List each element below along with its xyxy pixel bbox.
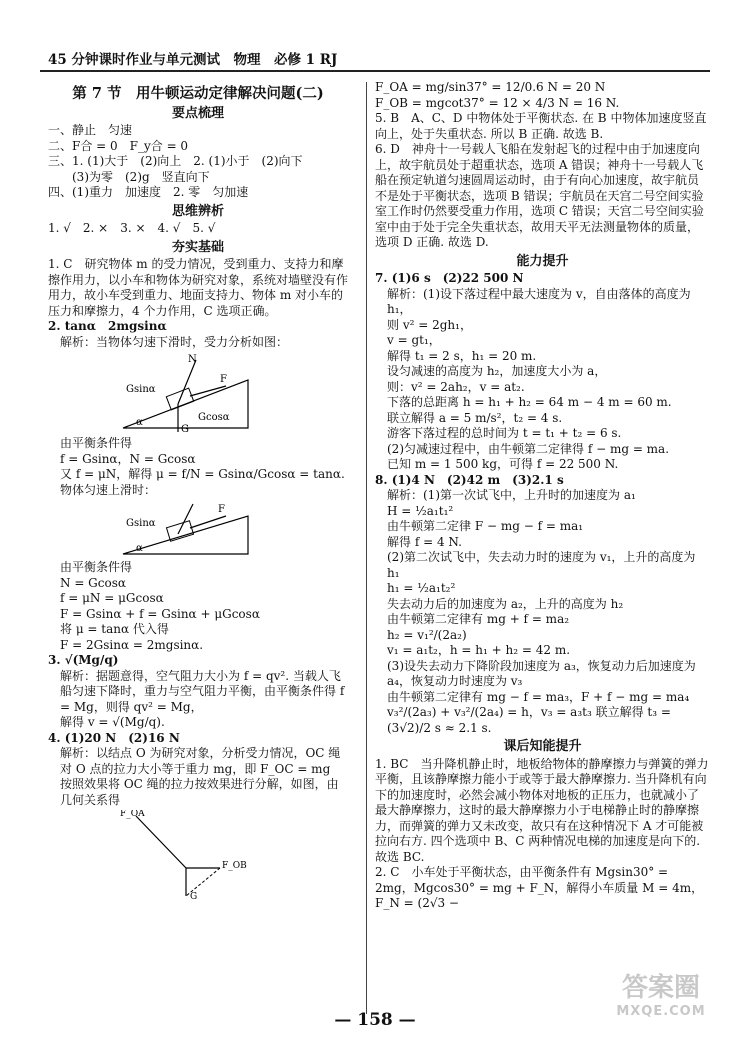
- basics-q2-answer: 2. tanα 2mgsinα: [48, 319, 167, 333]
- answer-q5: 5. B A、C、D 中物体处于平衡状态. 在 B 中物体加速度竖直向上，处于失重状态. 所以 B 正确. 故选 B.: [375, 111, 707, 141]
- solution-line: 游客下落过程的总时间为 t = t₁ + t₂ = 6 s.: [387, 426, 622, 440]
- force-label-fob: F_OB: [222, 861, 247, 871]
- watermark-url: MXQE.COM: [616, 1004, 706, 1019]
- solution-line: 按照效果将 OC 绳的拉力按效果进行分解，如图，由几何关系得: [60, 777, 339, 807]
- answer-q6: 6. D 神舟十一号载人飞船在发射起飞的过程中由于加速度向上，故宇航员处于超重状态，选项 A 错误；神舟十一号载人飞船在预定轨道匀速圆周运动时，由于有向心加速度，故宇航员不是处于平衡状态，选项 B 错误；宇航员在天宫二号空间实验室工作时仍然要受重力作用，选项 C 错误；天宫二号空间实验室中由于处于完全失重状态，故用天平无法测量物体的质量，选项 D 正确. 故选 D.: [375, 142, 704, 249]
- solution-line: 解得 f = 4 N.: [387, 534, 462, 549]
- solution-line: h₁ = ½a₁t₂²: [387, 581, 456, 595]
- solution-line: F = 2Gsinα = 2mgsinα.: [60, 637, 204, 652]
- solution-line: 下落的总距离 h = h₁ + h₂ = 64 m − 4 m = 60 m.: [387, 395, 672, 409]
- basics-q1: 1. C 研究物体 m 的受力情况，受到重力、支持力和摩擦作用力，以小车和物体为研究对象，系统对墙壁没有作用力，故小车受到重力、地面支持力、物体 m 对小车的压力和摩擦力，4 个力作用，C 选项正确。: [48, 257, 349, 318]
- page-number: — 158 —: [334, 1010, 416, 1030]
- solution-line: 又 f = μN，解得 μ = f/N = Gsinα/Gcosα = tanα.: [60, 467, 345, 481]
- column-divider: [366, 82, 367, 1014]
- header-rule: [40, 70, 710, 72]
- component-label-gsin: Gsinα: [126, 384, 156, 395]
- ability-q7-answer: 7. (1)6 s (2)22 500 N: [375, 271, 524, 285]
- force-label-n: N: [188, 354, 197, 365]
- force-label-g: G: [181, 424, 189, 434]
- force-decomposition-figure: [118, 810, 268, 900]
- solution-line: v₃²/(2a₃) + v₃²/(2a₄) = h，v₃ = a₃t₃ 联立解得 t₃ = (3√2)/2 s ≈ 2.1 s.: [387, 705, 671, 735]
- solution-line: 失去动力后的加速度为 a₂，上升的高度为 h₂: [387, 596, 624, 611]
- solution-line: 由平衡条件得: [60, 436, 133, 450]
- component-label-gcos: Gcosα: [198, 412, 230, 423]
- component-label-gsin: Gsinα: [126, 518, 156, 529]
- basics-q4-answer: 4. (1)20 N (2)16 N: [48, 730, 180, 745]
- page-header: 45 分钟课时作业与单元测试 物理 必修 1 RJ: [48, 52, 338, 68]
- after-q2: 2. C 小车处于平衡状态，由平衡条件有 Mgsin30° = 2mg，Mgcos30° = mg + F_N，解得小车质量 M = 4m，F_N = (2√3 −: [375, 865, 704, 910]
- solution-line: 解析：据题意得，空气阻力大小为 f = qv². 当载人飞船匀速下降时，重力与空气阻力平衡，由平衡条件得 f = Mg，则得 qv² = Mg，: [60, 668, 345, 714]
- basics-q3-answer: 3. √(Mg/q): [48, 653, 119, 667]
- solution-line: 解析：(1)设下落过程中最大速度为 v，自由落体的高度为 h₁，: [387, 286, 691, 316]
- points-line: 一、静止 匀速: [48, 123, 133, 137]
- solution-line: 解得 v = √(Mg/q).: [60, 715, 165, 729]
- solution-line: 已知 m = 1 500 kg，可得 f = 22 500 N.: [387, 457, 619, 471]
- force-label-g: G: [190, 892, 198, 900]
- solution-line: H = ½a₁t₁²: [387, 503, 454, 518]
- points-line: 三、1. (1)大于 (2)向上 2. (1)小于 (2)向下: [48, 154, 303, 168]
- points-line: (3)为零 (2)g 竖直向下: [48, 169, 210, 184]
- incline-figure-up: [118, 500, 268, 558]
- solution-line: 解析：(1)第一次试飞中，上升时的加速度为 a₁: [387, 488, 636, 502]
- thinking-answers: 1. √ 2. × 3. × 4. √ 5. √: [48, 221, 216, 235]
- solution-line: N = Gcosα: [60, 575, 126, 590]
- solution-line: f = μN = μGcosα: [60, 591, 164, 605]
- equation-line: F_OA = mg/sin37° = 12/0.6 N = 20 N: [375, 80, 606, 94]
- force-label-foa: F_OA: [120, 810, 145, 819]
- points-heading: 要点梳理: [171, 105, 224, 121]
- right-column: [375, 80, 710, 912]
- solution-line: F = Gsinα + f = Gsinα + μGcosα: [60, 606, 260, 621]
- solution-line: 解析：当物体匀速下滑时，受力分析如图：: [60, 334, 289, 349]
- solution-line: v₁ = a₁t₂，h = h₁ + h₂ = 42 m.: [387, 643, 571, 657]
- angle-label-alpha: α: [136, 417, 143, 428]
- solution-line: 则：v² = 2ah₂，v = at₂.: [387, 379, 525, 394]
- ability-q8-answer: 8. (1)4 N (2)42 m (3)2.1 s: [375, 472, 564, 487]
- after-class-heading: 课后知能提升: [503, 739, 582, 754]
- points-line: 二、F合 = 0 F_y合 = 0: [48, 138, 189, 153]
- solution-line: 由平衡条件得: [60, 560, 133, 574]
- solution-line: v = gt₁，: [387, 333, 441, 347]
- solution-line: 物体匀速上滑时：: [60, 482, 157, 497]
- ability-heading: 能力提升: [516, 253, 569, 269]
- force-label-f: F: [220, 374, 227, 385]
- watermark-logo: [602, 972, 720, 1030]
- solution-line: f = Gsinα，N = Gcosα: [60, 451, 196, 466]
- thinking-heading: 思维辨析: [171, 203, 224, 219]
- solution-line: 由牛顿第二定律有 mg − f = ma₃，F + f − mg = ma₄: [387, 689, 690, 704]
- solution-line: h₂ = v₁²/(2a₂): [387, 627, 467, 642]
- incline-figure-down: [118, 352, 268, 434]
- solution-line: 由牛顿第二定律有 mg + f = ma₂: [387, 612, 570, 626]
- angle-label-alpha: α: [136, 543, 143, 554]
- solution-line: 设匀减速的高度为 h₂，加速度大小为 a，: [387, 364, 607, 378]
- basics-heading: 夯实基础: [171, 239, 224, 255]
- solution-line: (3)设失去动力下降阶段加速度为 a₃，恢复动力后加速度为 a₄，恢复动力时速度为 v₃: [387, 658, 696, 688]
- solution-line: 解析：以结点 O 为研究对象，分析受力情况，OC 绳对 O 点的拉力大小等于重力 mg，即 F_OC = mg: [60, 746, 341, 776]
- solution-line: (2)第二次试飞中，失去动力时的速度为 v₁，上升的高度为 h₁: [387, 550, 696, 580]
- solution-line: 解得 t₁ = 2 s，h₁ = 20 m.: [387, 348, 537, 363]
- solution-line: 联立解得 a = 5 m/s²，t₂ = 4 s.: [387, 410, 563, 425]
- solution-line: (2)匀减速过程中，由牛顿第二定律得 f − mg = ma.: [387, 441, 670, 456]
- section-title: 第 7 节 用牛顿运动定律解决问题(二): [72, 85, 324, 102]
- solution-line: 由牛顿第二定律 F − mg − f = ma₁: [387, 519, 584, 533]
- solution-line: 则 v² = 2gh₁，: [387, 317, 472, 332]
- solution-line: 将 μ = tanα 代入得: [60, 622, 169, 636]
- equation-line: F_OB = mgcot37° = 12 × 4/3 N = 16 N.: [375, 95, 620, 110]
- after-q1: 1. BC 当升降机静止时，地板给物体的静摩擦力与弹簧的弹力平衡，且该静摩擦力能小于或等于最大静摩擦力. 当升降机有向下的加速度时，必然会减小物体对地板的正压力，也就减小了最大静摩擦力，这时的最大静摩擦力小于电梯静止时的静摩擦力，而弹簧的弹力又未改变，故只有在这种情况下 A 才可能被拉向右方. 四个选项中 B、C 两种情况电梯的加速度是向下的. 故选 BC.: [375, 756, 709, 864]
- left-column: [48, 80, 348, 902]
- force-label-f: F: [218, 504, 225, 515]
- watermark-title: 答案圈: [621, 973, 700, 1003]
- points-line: 四、(1)重力 加速度 2. 零 匀加速: [48, 185, 249, 199]
